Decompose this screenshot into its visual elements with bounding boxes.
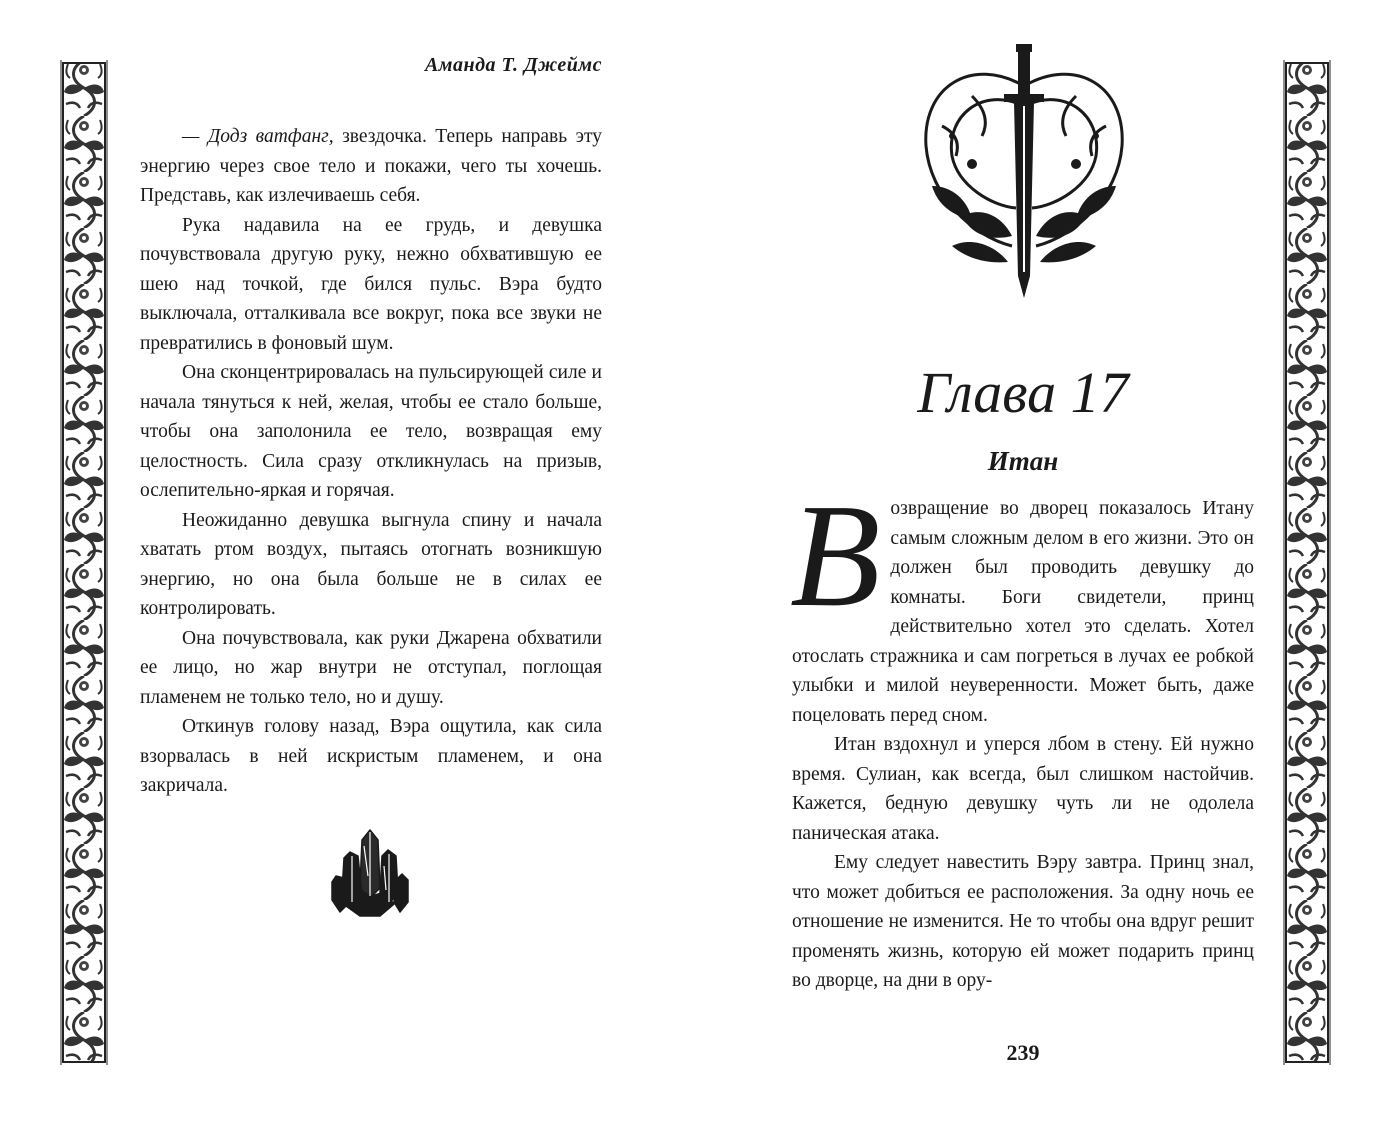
paragraph: Откинув голову назад, Вэра ощутила, как сила взорвалась в ней искристым пламенем, и она закричала. <box>140 716 602 796</box>
running-head: Аманда Т. Джеймс <box>424 54 602 76</box>
italic-lead: — Додз ватфанг, <box>182 126 334 147</box>
floral-border-icon <box>60 60 108 1065</box>
paragraph: Она почувствовала, как руки Джарена обхватили ее лицо, но жар внутри не отступал, поглощая пламенем не только тело, но и душу. <box>140 627 602 708</box>
page-number: 239 <box>1006 1040 1040 1065</box>
chapter-subtitle: Итан <box>987 446 1059 476</box>
chapter-title: Глава 17 <box>917 360 1129 425</box>
left-ornamental-border <box>60 60 108 1065</box>
paragraph: Итан вздохнул и уперся лбом в стену. Ей нужно время. Сулиан, как всегда, был слишком настойчив. Кажется, бедную девушку чуть ли не одолела паническая атака. <box>792 734 1254 844</box>
right-page <box>792 0 1254 1125</box>
paragraph: Ему следует навестить Вэру завтра. Принц знал, что может добиться ее расположения. За одну ночь ее отношение не изменится. Не то чтобы она вдруг решит променять жизнь, которую ей может подарить принц во дворце, на дни в ору- <box>792 852 1254 991</box>
paragraph-text: звездочка. Теперь направь эту энергию через свое тело и покажи, чего ты хочешь. Представь, как излечиваешь себя. <box>140 126 602 206</box>
right-page-text <box>790 474 1254 996</box>
floral-border-icon <box>1283 60 1331 1065</box>
left-page-text <box>140 122 602 801</box>
paragraph: Неожиданно девушка выгнула спину и начала хватать ртом воздух, пытаясь отогнать возникшую энергию, но она была больше не в силах ее контролировать. <box>140 509 602 619</box>
paragraph: Рука надавила на ее грудь, и девушка почувствовала другую руку, нежно обхватившую ее шею над точкой, где бился пульс. Вэра будто выключала, отталкивала все вокруг, пока все звуки не превратились в фоновый шум. <box>140 214 602 354</box>
right-ornamental-border <box>1283 60 1331 1065</box>
left-page <box>140 0 602 1125</box>
crystal-icon <box>328 826 412 918</box>
drop-cap: В <box>790 474 881 638</box>
paragraph: Она сконцентрировалась на пульсирующей силе и начала тянуться к ней, желая, чтобы ее стало больше, чтобы она заполонила ее тело, возвращая ему целостность. Сила сразу откликнулась на призыв, ослепительно-яркая и горячая. <box>140 362 602 501</box>
dagger-emblem-icon <box>912 36 1136 306</box>
paragraph-text: озвращение во дворец показалось Итану самым сложным делом в его жизни. Это он должен был проводить девушку до комнаты. Боги свидетели, принц действительно хотел это сделать. Хотел отослать стражника и сам погреться в лучах ее робкой улыбки и милой неуверенности. Может быть, даже поцеловать перед сном. <box>792 498 1254 726</box>
paragraph <box>140 122 602 211</box>
opening-paragraph <box>790 474 1254 730</box>
